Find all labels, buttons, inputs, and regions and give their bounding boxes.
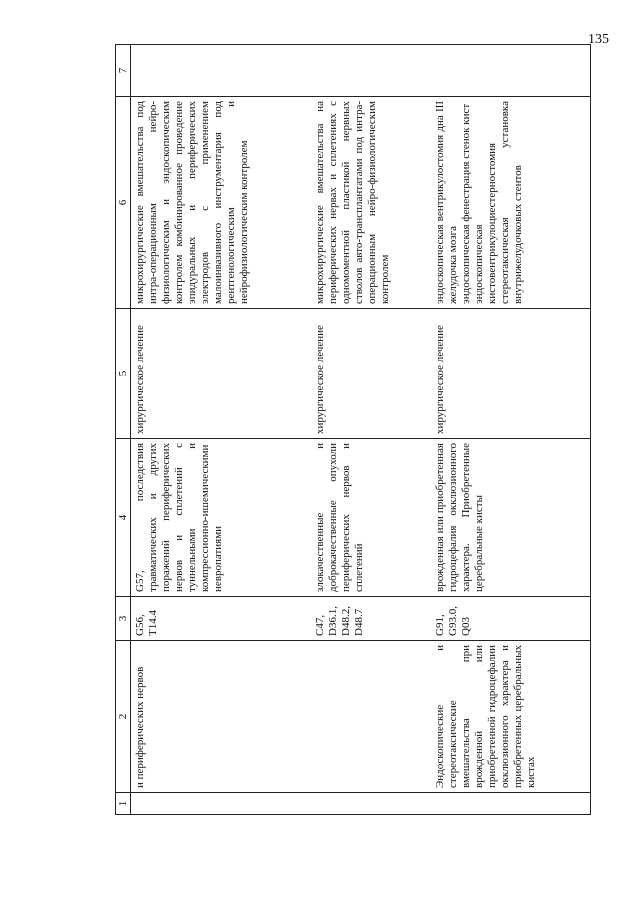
procedure-table <box>115 44 591 815</box>
column-header: 4 <box>116 439 131 597</box>
column-header: 5 <box>116 309 131 439</box>
cell-diagnosis: врожденная или приобретенная гидроцефалия окклюзионного характера. Приобретенные церебральные кисты <box>431 439 591 597</box>
column-header: 3 <box>116 597 131 641</box>
rotated-page <box>115 45 595 815</box>
table-row <box>431 45 591 815</box>
column-header: 2 <box>116 641 131 793</box>
cell-procedure-group <box>311 641 431 793</box>
table-row <box>311 45 431 815</box>
table-row <box>131 45 311 815</box>
cell-diagnosis: злокачественные и доброкачественные опухоли периферических нервов и сплетений <box>311 439 431 597</box>
cell-icd-codes: G91, G93.0, Q03 <box>431 597 591 641</box>
column-header: 6 <box>116 97 131 309</box>
page-number: 135 <box>588 32 609 47</box>
cell-procedure-group: Эндоскопические и стереотаксические вмешательства при врожденной или приобретенной гидроцефалии окклюзионного характера и приобретенных церебральных кистах <box>431 641 591 793</box>
cell-icd-codes: C47, D36.1, D48.2, D48.7 <box>311 597 431 641</box>
cell-method: микрохирургические вмешательства на периферических нервах и сплетениях с одномоментной пластикой нервных стволов авто-трансплантатами под интра-операционным нейро-физиологическим контролем <box>311 97 431 309</box>
cell-treatment-type: хирургическое лечение <box>311 309 431 439</box>
cell-number <box>131 793 311 815</box>
column-header: 7 <box>116 45 131 97</box>
table-header-row <box>116 45 131 815</box>
cell-cost <box>131 45 311 97</box>
cell-cost <box>431 45 591 97</box>
cell-icd-codes: G56, T14.4 <box>131 597 311 641</box>
rotated-content <box>115 45 595 815</box>
cell-procedure-group: и периферических нервов <box>131 641 311 793</box>
cell-method: эндоскопическая вентрикулостомия дна III желудочка мозга эндоскопическая фенестрация стенок кист эндоскопическая кистовентрикулоциестерностомия стереотаксическая установка внутрижелудочковых стентов <box>431 97 591 309</box>
cell-cost <box>311 45 431 97</box>
cell-diagnosis: G57, последствия травматических и других поражений периферических нервов и сплетений с туннельными и компрессионно-ишемическими невропатиями <box>131 439 311 597</box>
cell-number <box>311 793 431 815</box>
cell-method: микрохирургические вмешательства под интра-операционным нейро-физиологическим и эндоскопическим контролем комбинированное проведение эпидуральных и периферических электродов с применением малоинвазивного инструментария под рентгенологическим и нейрофизиологическим контролем <box>131 97 311 309</box>
cell-treatment-type: хирургическое лечение <box>431 309 591 439</box>
column-header: 1 <box>116 793 131 815</box>
cell-treatment-type: хирургическое лечение <box>131 309 311 439</box>
cell-number <box>431 793 591 815</box>
